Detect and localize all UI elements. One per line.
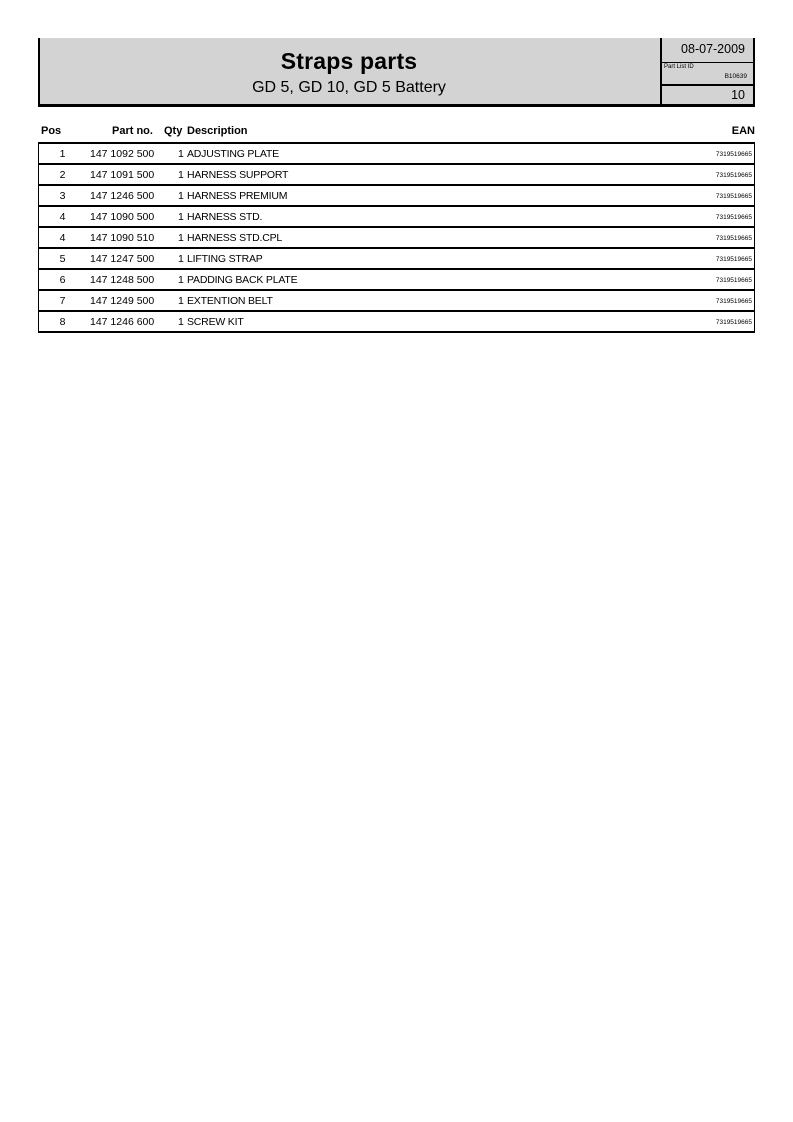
ean-cell: 7319519665 <box>715 256 752 263</box>
column-header-ean: EAN <box>731 125 755 137</box>
part-number-cell: 147 1246 500 <box>90 190 155 202</box>
qty-cell: 1 <box>178 274 184 286</box>
title-area <box>40 38 658 104</box>
table-row <box>39 291 754 312</box>
table-row <box>39 186 754 207</box>
ean-cell: 7319519665 <box>715 214 752 221</box>
part-number-cell: 147 1090 510 <box>90 232 155 244</box>
pos-cell: 5 <box>59 253 66 265</box>
part-number-cell: 147 1092 500 <box>90 148 155 160</box>
divider <box>662 84 755 86</box>
pos-cell: 7 <box>59 295 66 307</box>
pos-cell: 3 <box>59 190 66 202</box>
description-cell: PADDING BACK PLATE <box>187 274 298 286</box>
part-number-cell: 147 1090 500 <box>90 211 155 223</box>
description-cell: SCREW KIT <box>187 316 244 328</box>
description-cell: ADJUSTING PLATE <box>187 148 279 160</box>
description-cell: HARNESS STD. <box>187 211 263 223</box>
description-cell: EXTENTION BELT <box>187 295 273 307</box>
page-title: Straps parts <box>280 48 418 74</box>
info-box <box>660 38 755 104</box>
pos-cell: 6 <box>59 274 66 286</box>
page-subtitle: GD 5, GD 10, GD 5 Battery <box>252 79 446 96</box>
table-row <box>39 228 754 249</box>
part-list-id: B10639 <box>724 73 747 80</box>
part-number-cell: 147 1246 600 <box>90 316 155 328</box>
pos-cell: 1 <box>59 148 66 160</box>
part-list-label: Part List ID <box>664 64 694 70</box>
table-row <box>39 270 754 291</box>
qty-cell: 1 <box>178 232 184 244</box>
description-cell: HARNESS STD.CPL <box>187 232 283 244</box>
pos-cell: 4 <box>59 232 66 244</box>
table-row <box>39 207 754 228</box>
pos-cell: 8 <box>59 316 66 328</box>
table-row <box>39 312 754 333</box>
page-number: 10 <box>731 88 745 102</box>
part-number-cell: 147 1249 500 <box>90 295 155 307</box>
table-row <box>39 165 754 186</box>
ean-cell: 7319519665 <box>715 151 752 158</box>
document-header <box>38 38 755 107</box>
ean-cell: 7319519665 <box>715 319 752 326</box>
ean-cell: 7319519665 <box>715 235 752 242</box>
description-cell: HARNESS SUPPORT <box>187 169 289 181</box>
ean-cell: 7319519665 <box>715 193 752 200</box>
qty-cell: 1 <box>178 253 184 265</box>
qty-cell: 1 <box>178 211 184 223</box>
qty-cell: 1 <box>178 190 184 202</box>
qty-cell: 1 <box>178 295 184 307</box>
parts-table <box>38 142 755 333</box>
ean-cell: 7319519665 <box>715 277 752 284</box>
ean-cell: 7319519665 <box>715 298 752 305</box>
column-header-qty: Qty <box>164 125 183 137</box>
table-row <box>39 249 754 270</box>
description-cell: HARNESS PREMIUM <box>187 190 288 202</box>
divider <box>662 62 755 63</box>
part-number-cell: 147 1248 500 <box>90 274 155 286</box>
part-number-cell: 147 1091 500 <box>90 169 155 181</box>
pos-cell: 2 <box>59 169 66 181</box>
column-header-pos: Pos <box>41 125 62 137</box>
part-number-cell: 147 1247 500 <box>90 253 155 265</box>
qty-cell: 1 <box>178 148 184 160</box>
table-row <box>39 144 754 165</box>
qty-cell: 1 <box>178 169 184 181</box>
ean-cell: 7319519665 <box>715 172 752 179</box>
pos-cell: 4 <box>59 211 66 223</box>
qty-cell: 1 <box>178 316 184 328</box>
column-header-part-no: Part no. <box>112 125 153 137</box>
document-date: 08-07-2009 <box>681 42 745 56</box>
description-cell: LIFTING STRAP <box>187 253 263 265</box>
column-header-description: Description <box>187 125 248 137</box>
